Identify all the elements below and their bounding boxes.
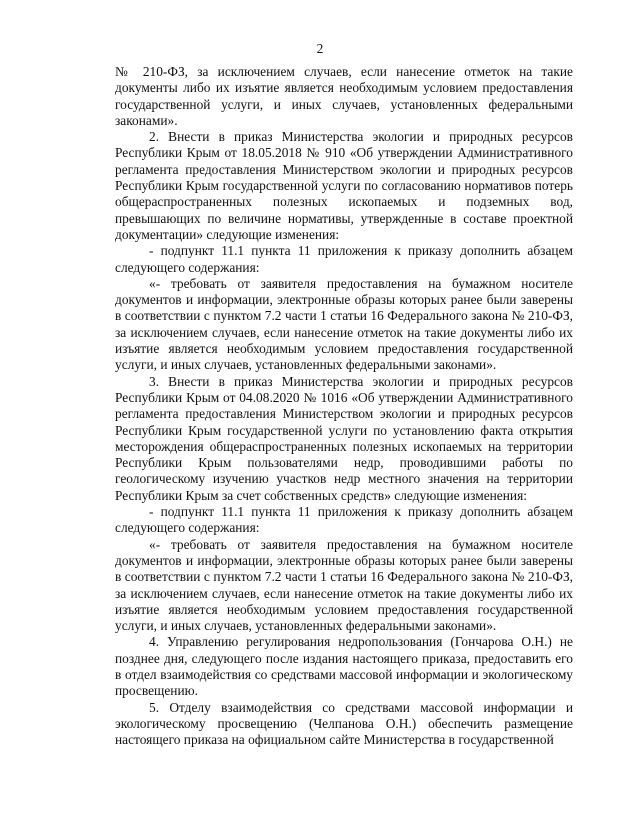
paragraph-item-2-subpoint: - подпункт 11.1 пункта 11 приложения к приказу дополнить абзацем следующего содержания:	[115, 243, 573, 275]
page-number: 2	[316, 41, 324, 56]
paragraph-item-2: 2. Внести в приказ Министерства экологии и природных ресурсов Республики Крым от 18.05.2018 № 910 «Об утверждении Административного регламента предоставления Министерством экологии и природных ресурсов Республики Крым государственной услуги по согласованию нормативов потерь общераспространенных полезных ископаемых и подземных вод, превышающих по величине нормативы, утвержденные в составе проектной документации» следующие изменения:	[115, 129, 573, 242]
paragraph-item-3: 3. Внести в приказ Министерства экологии и природных ресурсов Республики Крым от 04.08.2020 № 1016 «Об утверждении Административного регламента предоставления Министерством экологии и природных ресурсов Республики Крым государственной услуги по установлению факта открытия месторождения общераспространенных полезных ископаемых на территории Республики Крым пользователями недр, проводившими работы по геологическому изучению участков недр местного значения на территории Республики Крым за счет собственных средств» следующие изменения:	[115, 373, 573, 503]
paragraph-item-5: 5. Отделу взаимодействия со средствами массовой информации и экологическому просвещению (Челпанова О.Н.) обеспечить размещение настоящего приказа на официальном сайте Министерства в государственной	[115, 699, 573, 748]
paragraph-item-2-quote: «- требовать от заявителя предоставления на бумажном носителе документов и информации, электронные образы которых ранее были заверены в соответствии с пунктом 7.2 части 1 статьи 16 Федерального закона № 210-ФЗ, за исключением случаев, если нанесение отметок на такие документы либо их изъятие является необходимым условием предоставления государственной услуги, и иных случаев, установленных федеральными законами».	[115, 275, 573, 373]
paragraph-item-4: 4. Управлению регулирования недропользования (Гончарова О.Н.) не позднее дня, следующего после издания настоящего приказа, предоставить его в отдел взаимодействия со средствами массовой информации и экологическому просвещению.	[115, 634, 573, 699]
paragraph-continuation: № 210-ФЗ, за исключением случаев, если нанесение отметок на такие документы либо их изъятие является необходимым условием предоставления государственной услуги, и иных случаев, установленных федеральными законами».	[115, 64, 573, 128]
document-body	[115, 64, 573, 748]
paragraph-item-3-subpoint: - подпункт 11.1 пункта 11 приложения к приказу дополнить абзацем следующего содержания:	[115, 504, 573, 536]
paragraph-item-3-quote: «- требовать от заявителя предоставления на бумажном носителе документов и информации, электронные образы которых ранее были заверены в соответствии с пунктом 7.2 части 1 статьи 16 Федерального закона № 210-ФЗ, за исключением случаев, если нанесение отметок на такие документы либо их изъятие является необходимым условием предоставления государственной услуги, и иных случаев, установленных федеральными законами».	[115, 536, 573, 634]
